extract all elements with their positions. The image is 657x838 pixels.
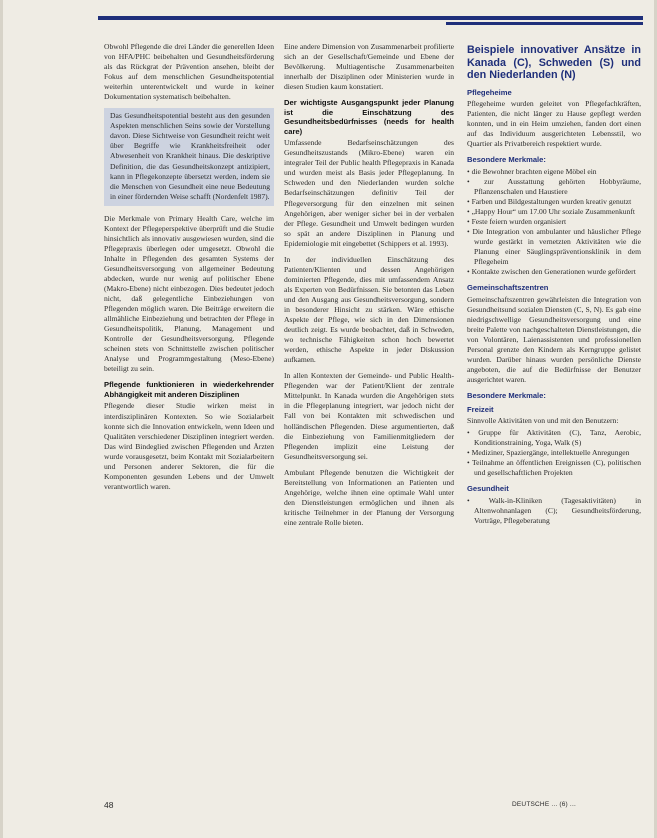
section-heading: Der wichtigste Ausgangspunkt jeder Planung ist die Einschätzung des Gesundheitsbedürfnisses (needs for health care) — [284, 98, 454, 136]
paragraph: Gemeinschaftszentren gewährleisten die Integration von Gesundheitsund sozialen Diensten (C, S, N). Es gab eine niedrigschwellige Gesundheitsversorgung und eine breite Palette von nachgeschalteten Dienstleistungen, die von Volontären, Laienassistenten und professionellen Personal grenzte den Kindern als Kerngruppe gelistet wurden. Darüber hinaus wurden persönliche Dienste angeboten, die auf die Bedürfnisse der Benutzer ausgerichtet waren. — [467, 294, 641, 385]
features-list — [467, 167, 641, 278]
list-item: • Teilnahme an öffentlichen Ereignissen (C), politischen und gesellschaftlichen Projekten — [467, 458, 641, 478]
column-2 — [284, 42, 454, 534]
sidebar-heading: Besondere Merkmale: — [467, 155, 546, 165]
paragraph: Pflegende dieser Studie wirken meist in interdisziplinären Kontexten. So wie Sozialarbeit konnte sich die Innovation entwickeln, wenn Ideen und Qualitäten verschiedener Disziplinen integriert werden. Das wird Bindeglied zwischen Pflegenden und Ärzten wurde vorausgesetzt, beim Kontakt mit Sozialarbeitern und Personen anderer Sektoren, die für die Komponenten gesunden Lebens und der Umwelt verantwortlich waren. — [104, 401, 274, 491]
paragraph: In allen Kontexten der Gemeinde- und Public Health-Pflegenden war der Patient/Klient der zentrale Mittelpunkt. In Kanada wurden die Angehörigen stets in die Pflegeplanung integriert, war jedoch nicht der Fall von bei Kontakten mit schwedischen und holländischen Pflegenden. Diese argumentierten, daß die Einbeziehung von Familienmitgliedern der Pflegenden implizit eine Leistung der Gesundheitsversorgung sei. — [284, 371, 454, 461]
list-item: • Farben und Bildgestaltungen wurden kreativ genutzt — [467, 197, 641, 207]
paragraph: Obwohl Pflegende die drei Länder die generellen Ideen von HFA/PHC beibehalten und Gesundheitsförderung als das Rückgrat der Prävention ansehen, bleibt der Fokus auf dem menschlichen Gesundheitspotential weiterhin unterentwickelt und wurde in keiner Dokumentation systematisch beibehalten. — [104, 42, 274, 102]
paragraph: Umfassende Bedarfseinschätzungen des Gesundheitszustands (Mikro-Ebene) waren ein integraler Teil der Public health Pflegepraxis in Kanada und wurden meist als Basis jeder Pflegeplanung. In Schweden und den Niederlanden wurden solche Bedarfseinschätzungen definitiv Teil der Pflegeversorgung für den einzelnen mit seinen Angehörigen, aber weniger sicher bei in der verbalen der Pflege. Gesundheit und Umwelt bedingen wurden so spät an andere Disziplinen in Planung und Epidemiologie mit eingebettet (Schippers et al. 1993). — [284, 138, 454, 248]
sidebar-heading: Pflegeheime — [467, 87, 512, 97]
paragraph: Die Merkmale von Primary Health Care, welche im Kontext der Pflegeperspektive überprüft und die Studie hinsichtlich als innovativ ausgewiesen wurden, sind die Pflegepraxis überlegen oder umgesetzt. Obwohl die Inhalte in Pflegenden des gesamten Systems der Gesundheitsversorgung von allgemeiner Bedeutung abdecken, wurde nur wenig auf politischer Ebene (Makro-Ebene) nicht einbezogen. Dies bedeutet jedoch nicht, daß gelegentliche Einbeziehungen von Pflegenden möglich waren. Die Beiträge erweitern die allmähliche Einbeziehung und betrachten der Pflege in Gesundheitspolitik, Planung, Management und Kontrolle der Gesundheitsversorgung. Pflegende scheinen stets von Schnittstelle zwischen politischer Analyse und Programmgestaltung (Meso-Ebene) beteiligt zu sein. — [104, 213, 274, 374]
sidebar-title: Beispiele innovativer Ansätze in Kanada (C), Schweden (S) und den Niederlanden (N) — [467, 44, 641, 81]
features-list — [467, 428, 641, 478]
list-item: • Mediziner, Spaziergänge, intellektuelle Anregungen — [467, 448, 641, 458]
header-rule-secondary — [446, 22, 643, 25]
highlight-box — [104, 108, 274, 205]
scan-edge-left — [0, 0, 3, 838]
list-item: • Die Integration von ambulanter und häuslicher Pflege wurde gestärkt in vernetzten Aktivitäten wie die Planung einer Säuglingspräventionsklinik in dem Pflegeheim — [467, 227, 641, 267]
column-1 — [104, 42, 274, 498]
section-heading: Pflegende funktionieren in wiederkehrender Abhängigkeit mit anderen Disziplinen — [104, 380, 274, 399]
list-item: • „Happy Hour“ um 17.00 Uhr soziale Zusammenkunft — [467, 207, 641, 217]
sidebar-subheading: Freizeit — [467, 404, 494, 414]
sidebar-heading: Besondere Merkmale: — [467, 391, 546, 401]
sidebar-heading: Gemeinschaftszentren — [467, 283, 549, 293]
paragraph: Eine andere Dimension von Zusammenarbeit profilierte sich an der Gesellschaft/Gemeinde und Ebene der Bevölkerung. Multiagentische Zusammenarbeiten innerhalb der Disziplinen oder Ministerien wurde in diesen Studien kaum konstatiert. — [284, 42, 454, 92]
column-3-sidebar — [467, 42, 641, 532]
paragraph: Ambulant Pflegende benutzen die Wichtigkeit der Bereitstellung von Informationen an Patienten und Angehörige, welche ihnen eine optimale Wahl unter den Dienstleistungen ermöglichen und ihnen als kritische Teilnehmer in der Planung der Versorgung eine zentrale Rolle bieten. — [284, 467, 454, 527]
paragraph: Sinnvolle Aktivitäten von und mit den Benutzern: — [467, 416, 619, 426]
list-item: • zur Ausstattung gehörten Hobbyräume, Pflanzenschalen und Haustiere — [467, 177, 641, 197]
paragraph: In der individuellen Einschätzung des Patienten/Klienten und dessen Angehörigen dominierten Pflegende, dies mit umfassendem Ansatz als Experten von Bedürfnissen. Sie betonten das Leben und den Ausgang aus Gesundheitsversorgung, sondern in besonderer Hinsicht zu stärken. Wäre ethische Aspekte der Pflege, wie sich in den Dimensionen deutlich zeigt. Es wurde beobachtet, daß in Schweden, wo technische Fähigkeiten schon hoch bewertet werden, ethische Aspekte in jeder Diskussion aufkamen. — [284, 254, 454, 365]
sidebar-subheading: Gesundheit — [467, 484, 509, 494]
page-number: 48 — [104, 800, 114, 810]
highlight-box-text: Das Gesundheitspotential besteht aus den gesunden Aspekten menschlichen Seins sowie der Vorstellung davon. Diese Sichtweise von Gesundheit reicht weit über Begriffe wie Krankheitsfreiheit oder Abwesenheit von Krankheit hinaus. Die deskriptive Definition, die das Gesundheitskonzept antizipiert, kann in Pflegekonzepte übersetzt werden, indem sie die Menschen von Gesundheit eine neue Bedeutung in einer fördernden Weise schafft (Nordenfelt 1987). — [110, 111, 270, 201]
list-item: • Gruppe für Aktivitäten (C), Tanz, Aerobic, Konditionstraining, Yoga, Walk (S) — [467, 428, 641, 448]
features-list — [467, 496, 641, 526]
paragraph: Pflegeheime wurden geleitet von Pflegefachkräften, Patienten, die nicht länger zu Hause gepflegt werden konnten, und in ein Heim umziehen, fanden dort einen auf das Individuum ausgerichteten Lebensstil, wo Quartier als Privatbereich respektiert wurde. — [467, 99, 641, 149]
list-item: • Kontakte zwischen den Generationen wurde gefördert — [467, 267, 641, 277]
list-item: • Feste feiern wurden organisiert — [467, 217, 641, 227]
list-item: • Walk-in-Kliniken (Tagesaktivitäten) in Altenwohnanlagen (C); Gesundheitsförderung, Vorträge, Pflegeberatung — [467, 496, 641, 526]
list-item: • die Bewohner brachten eigene Möbel ein — [467, 167, 641, 177]
header-rule — [98, 16, 643, 20]
journal-footer: DEUTSCHE ... (6) ... — [512, 801, 576, 808]
